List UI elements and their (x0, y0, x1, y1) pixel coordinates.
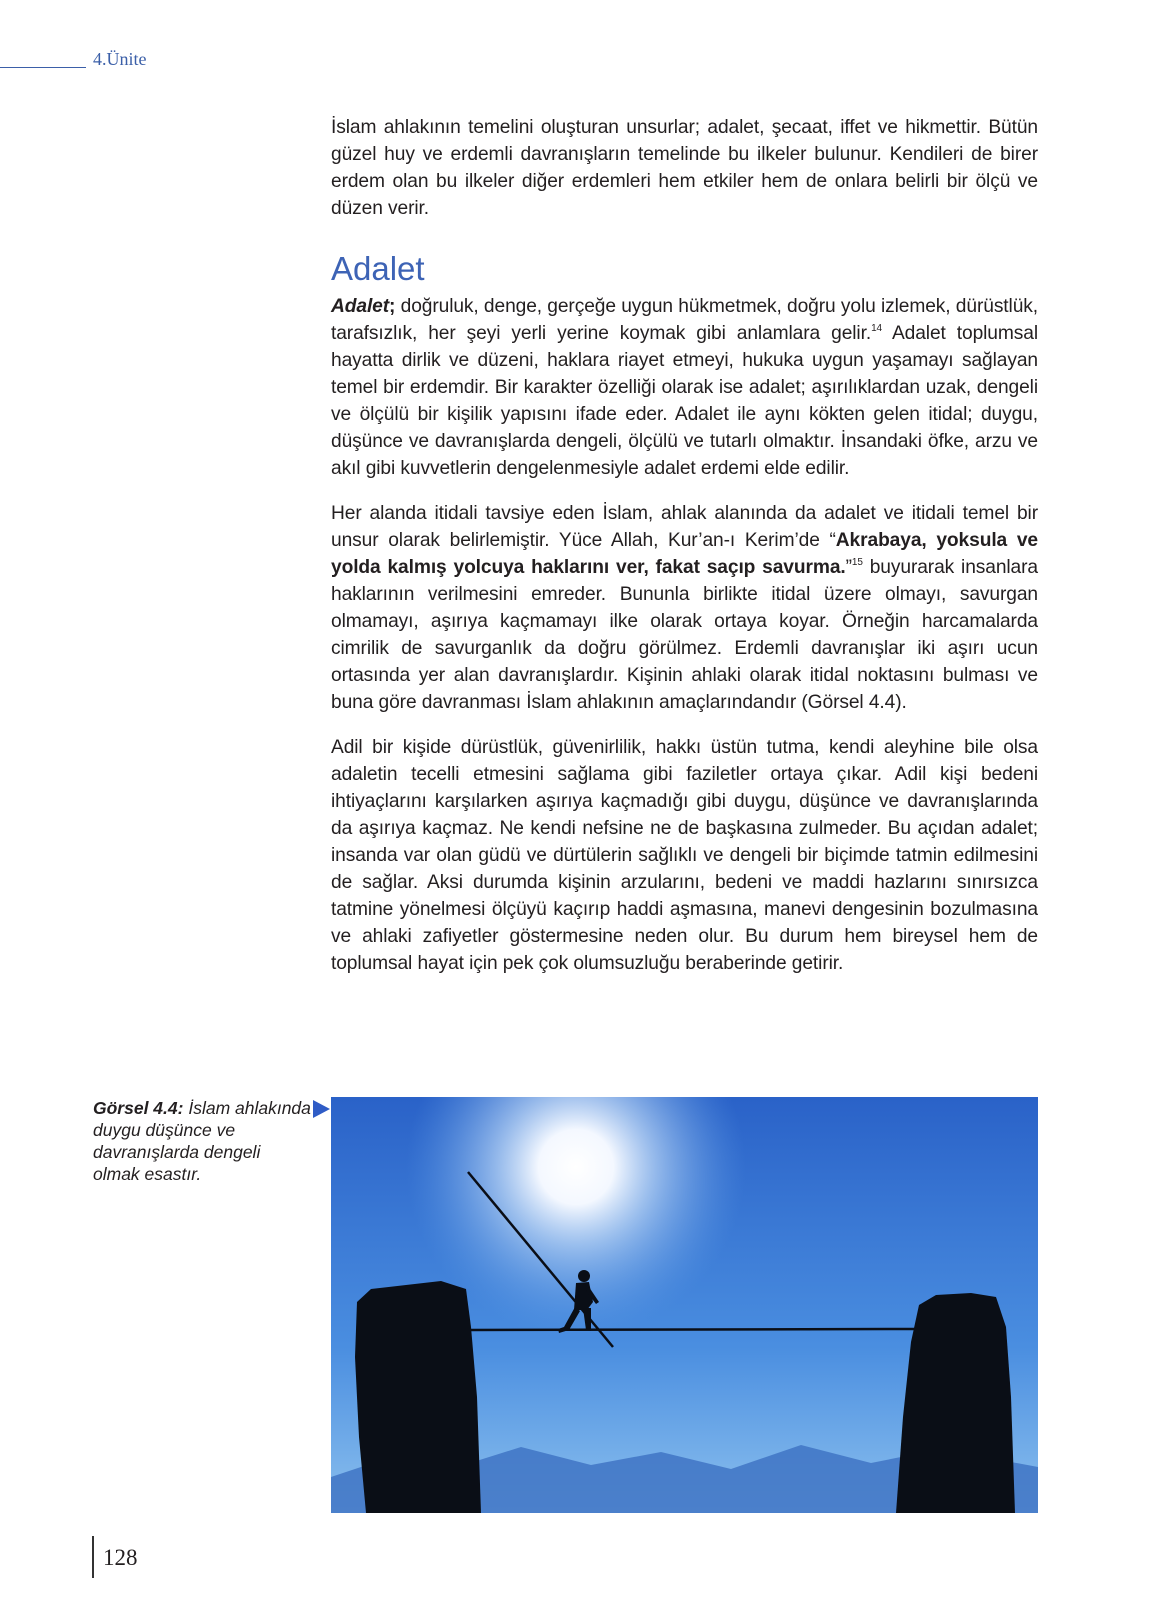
quran-paragraph-continued: buyurarak insanlara haklarının verilmesini emreder. Bununla birlikte itidal üzere olmayı, savurgan olmamayı, aşırıya kaçmamayı ilke olarak ortaya koyar. Örneğin harcamalarda cimrilik de savurganlık da doğru görülmez. Erdemli davranışlar iki aşırı ucun ortasında yer alan davranışlardır. Kişinin ahlaki olarak itidal noktasını bulması ve buna göre davranması İslam ahlakının amaçlarındandır (Görsel 4.4). (331, 557, 1038, 713)
page-number: 128 (103, 1545, 138, 1570)
tightrope-image (331, 1097, 1038, 1513)
tightrope (469, 1329, 916, 1330)
caption-label: Görsel 4.4: (93, 1098, 184, 1118)
term-adalet: Adalet (331, 296, 390, 317)
intro-paragraph: İslam ahlakının temelini oluşturan unsurlar; adalet, şecaat, iffet ve hikmettir. Bütün güzel huy ve erdemli davranışların temelinde bu ilkeler bulunur. Kendileri de birer erdem olan bu ilkeler diğer erdemleri hem etkiler hem de onlara belirli bir ölçü ve düzen verir. (331, 117, 1038, 219)
quran-paragraph (331, 500, 1038, 716)
footnote-ref-14: 14 (871, 323, 882, 334)
definition-text-continued: Adalet toplumsal hayatta dirlik ve düzeni, haklara riayet etmeyi, hukuka uygun yaşamayı sağlayan temel bir erdemdir. Bir karakter özelliği olarak ise adalet; aşırılıklardan uzak, dengeli ve ölçülü bir kişilik yapısını ifade eder. Adalet ile aynı kökten gelen itidal; duygu, düşünce ve davranışlarda dengeli, ölçülü ve tutarlı olmaktır. İnsandaki öfke, arzu ve akıl gibi kuvvetlerin dengelenmesiyle adalet erdemi elde edilir. (331, 323, 1038, 479)
tightrope-illustration (331, 1097, 1038, 1513)
caption-pointer-icon (313, 1100, 330, 1118)
unit-label: 4.Ünite (93, 49, 147, 69)
footnote-ref-15: 15 (851, 557, 863, 568)
definition-paragraph (331, 293, 1038, 482)
footer-rule (92, 1536, 94, 1578)
quran-quote: Akrabaya, yoksula ve yolda kalmış yolcuya haklarını ver, fakat saçıp savurma. (331, 530, 1038, 578)
just-person-paragraph: Adil bir kişide dürüstlük, güvenirlilik, hakkı üstün tutma, kendi aleyhine bile olsa adaletin tecelli etmesini sağlama gibi faziletler ortaya çıkar. Adil kişi bedeni ihtiyaçlarını karşılarken aşırıya kaçmadığı gibi duygu, düşünce ve davranışlarında da aşırıya kaçmaz. Ne kendi nefsine ne de başkasına zulmeder. Bu açıdan adalet; insanda var olan güdü ve dürtülerin sağlıklı ve dengeli bir biçimde tatmin edilmesini de sağlar. Aksi durumda kişinin arzularını, bedeni ve maddi hazlarını sınırsızca tatmine yönelmesi ölçüyü kaçırıp haddi aşmasına, manevi dengesinin bozulmasına ve ahlaki zafiyetler göstermesine neden olur. Bu durum hem bireysel hem de toplumsal hayat için pek çok olumsuzluğu beraberinde getirir. (331, 737, 1038, 974)
section-heading: Adalet (331, 250, 425, 287)
figure-caption (93, 1097, 311, 1185)
quote-close: ” (845, 557, 852, 578)
header-rule (0, 67, 86, 68)
quran-intro-text: Her alanda itidali tavsiye eden İslam, ahlak alanında da adalet ve itidali temel bir unsur olarak belirlemiştir. Yüce Allah, Kur’an-ı Kerim’de “ (331, 503, 1038, 551)
term-separator: ; (389, 296, 396, 317)
definition-text: doğruluk, denge, gerçeğe uygun hükmetmek, doğru yolu izlemek, dürüstlük, tarafsızlık, her şeyi yerli yerine koymak gibi anlamlara gelir. (331, 296, 1038, 344)
caption-text: İslam ahlakında duygu düşünce ve davranışlarda dengeli olmak esastır. (93, 1098, 311, 1184)
main-content (331, 114, 1038, 995)
left-cliff (355, 1281, 481, 1513)
